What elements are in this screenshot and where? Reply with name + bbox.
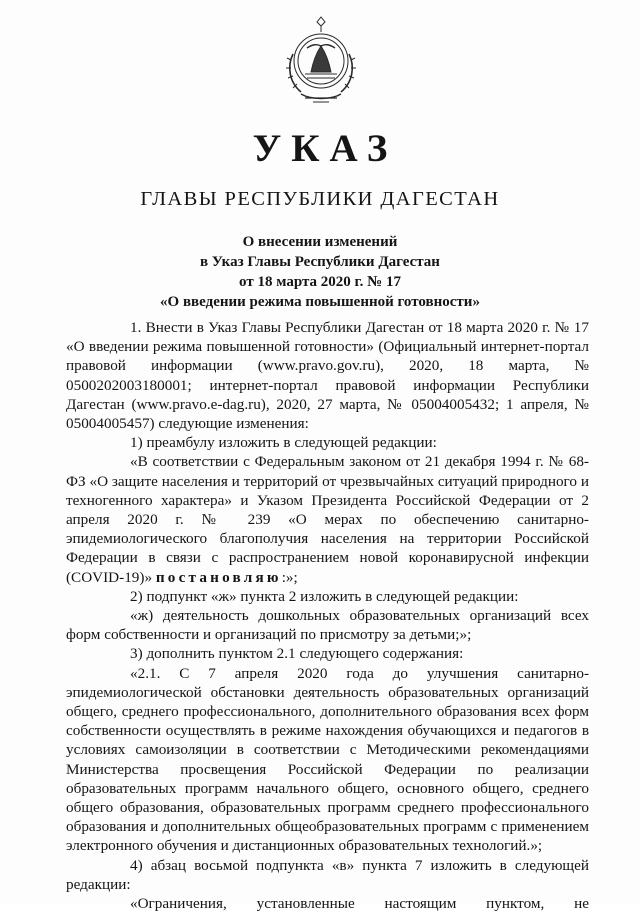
document-title: УКАЗ bbox=[252, 127, 398, 170]
document-body bbox=[66, 318, 589, 913]
paragraph-text: :»; bbox=[281, 568, 298, 586]
paragraph: 1. Внести в Указ Главы Республики Дагестан от 18 марта 2020 г. № 17 «О введении режима повышенной готовности» (Официальный интернет-портал правовой информации (www.pravo.gov.ru), 2020, 18 марта, № 0500202003180001; интернет-портал правовой информации Республики Дагестан (www.pravo.e-dag.ru), 2020, 27 марта, № 05004005432; 1 апреля, № 05004005457) следующие изменения: bbox=[66, 319, 589, 433]
paragraph: 2) подпункт «ж» пункта 2 изложить в следующей редакции: bbox=[130, 587, 519, 605]
paragraph: 3) дополнить пунктом 2.1 следующего содержания: bbox=[130, 645, 464, 663]
paragraph: 1) преамбулу изложить в следующей редакции: bbox=[130, 434, 437, 452]
paragraph: «2.1. С 7 апреля 2020 года до улучшения санитарно-эпидемиологической обстановки деятельность образовательных организаций общего, среднего профессионального, дополнительного образования всех форм собственности осуществлять в режиме нахождения обучающихся и педагогов в условиях самоизоляции в соответствии с Методическими рекомендациями Министерства просвещения Российской Федерации по реализации образовательных программ начального общего, основного общего, среднего общего образования, образовательных программ среднего профессионального образования и дополнительных общеобразовательных программ с применением электронного обучения и дистанционных образовательных технологий.»; bbox=[66, 664, 589, 855]
decree-heading bbox=[0, 232, 640, 312]
paragraph bbox=[66, 452, 589, 586]
heading-line: от 18 марта 2020 г. № 17 bbox=[239, 274, 401, 290]
paragraph-text: «В соответствии с Федеральным законом от 21 декабря 1994 г. № 68-ФЗ «О защите населения и территорий от чрезвычайных ситуаций природного и техногенного характера» и Указом Президента Российской Федерации от 2 апреля 2020 г. № 239 «О мерах по обеспечению санитарно-эпидемиологического благополучия населения на территории Российской Федерации в связи с распространением новой коронавирусной инфекции (COVID-19)» bbox=[66, 453, 589, 586]
document-subtitle: ГЛАВЫ РЕСПУБЛИКИ ДАГЕСТАН bbox=[140, 188, 500, 210]
heading-line: «О введении режима повышенной готовности» bbox=[160, 294, 480, 310]
coat-of-arms-icon bbox=[283, 14, 359, 110]
heading-line: О внесении изменений bbox=[242, 234, 398, 250]
paragraph: 4) абзац восьмой подпункта «в» пункта 7 изложить в следующей редакции: bbox=[66, 856, 589, 893]
heading-line: в Указ Главы Республики Дагестан bbox=[200, 254, 440, 270]
paragraph: «Ограничения, установленные настоящим пунктом, не bbox=[130, 895, 589, 913]
decree-verb: постановляю bbox=[155, 568, 282, 586]
paragraph: «ж) деятельность дошкольных образовательных организаций всех форм собственности и организаций по присмотру за детьми;»; bbox=[66, 607, 589, 644]
